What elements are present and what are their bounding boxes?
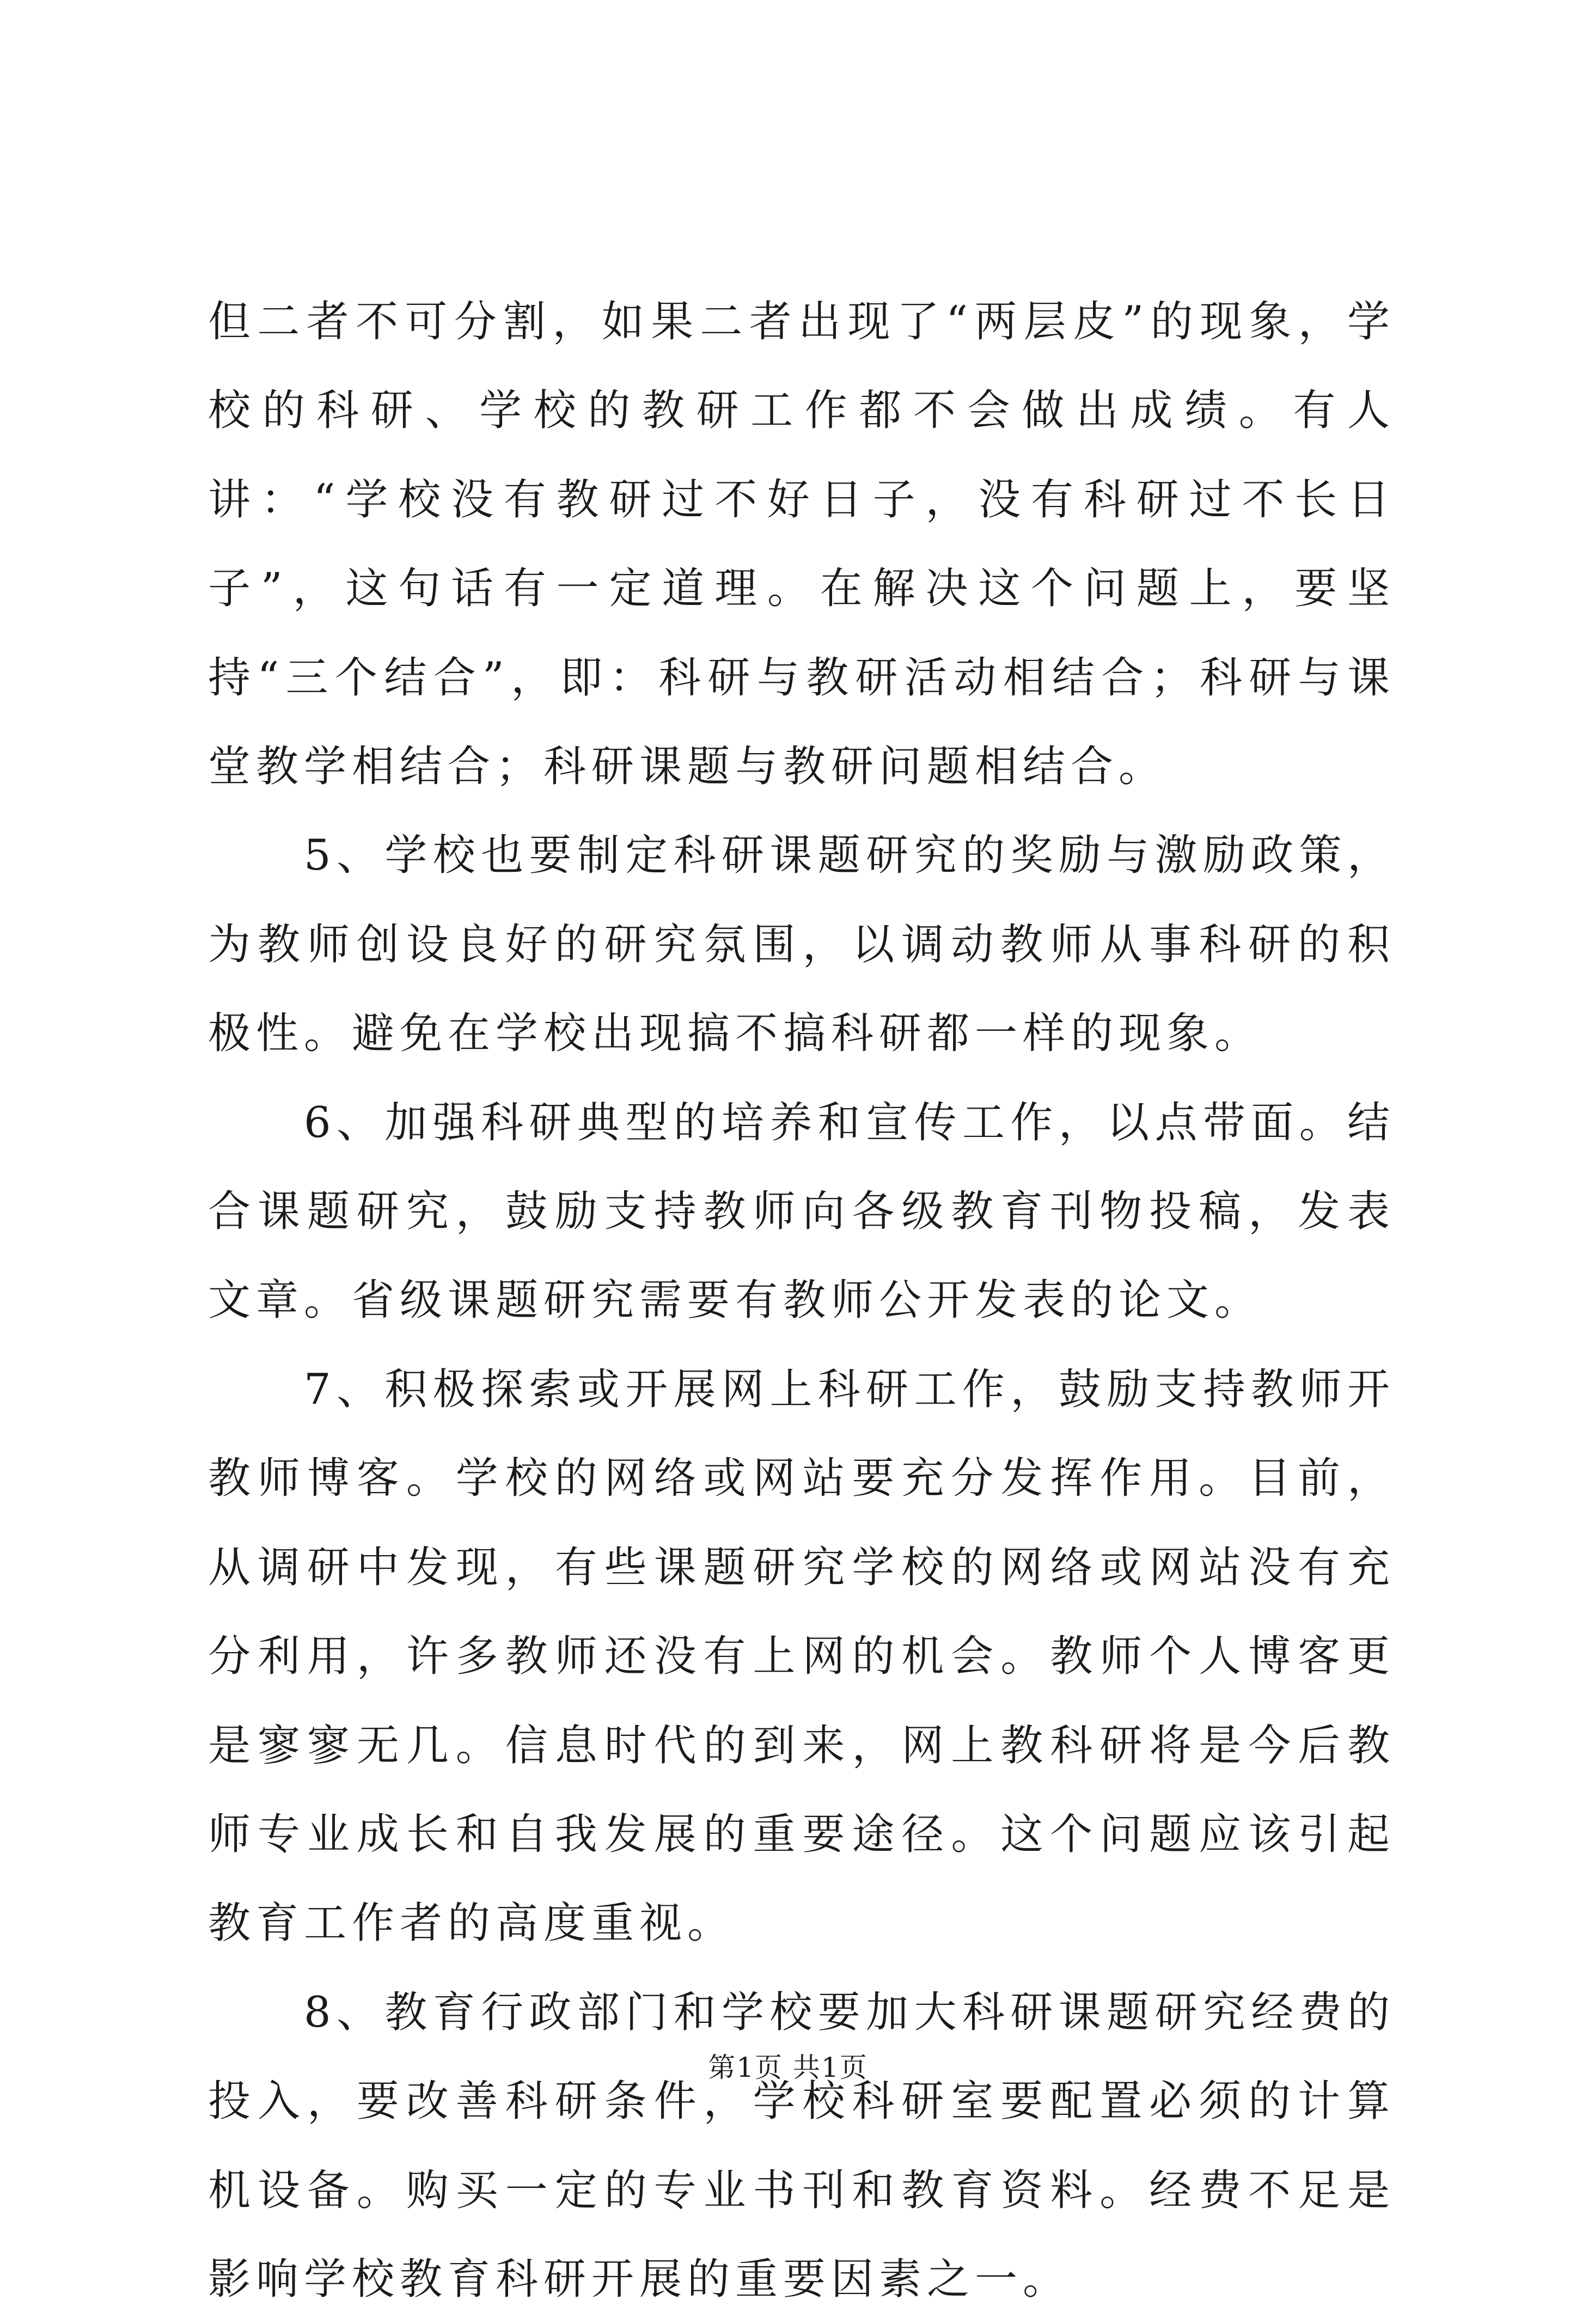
- paragraph-continuation: 但二者不可分割，如果二者出现了“两层皮”的现象，学校的科研、学校的教研工作都不会做出成绩。有人讲：“学校没有教研过不好日子，没有科研过不长日子”，这句话有一定道理。在解决这个问题上，要坚持“三个结合”，即：科研与教研活动相结合；科研与课堂教学相结合；科研课题与教研问题相结合。: [208, 297, 1395, 792]
- paragraph-item-6: 6、加强科研典型的培养和宣传工作，以点带面。结合课题研究，鼓励支持教师向各级教育刊物投稿，发表文章。省级课题研究需要有教师公开发表的论文。: [208, 1098, 1395, 1325]
- paragraph-item-5: 5、学校也要制定科研课题研究的奖励与激励政策，为教师创设良好的研究氛围，以调动教师从事科研的积极性。避免在学校出现搞不搞科研都一样的现象。: [208, 831, 1395, 1059]
- page-footer: 第1页 共1页: [708, 2052, 868, 2083]
- paragraph-item-8: 8、教育行政部门和学校要加大科研课题研究经费的投入，要改善科研条件，学校科研室要配置必须的计算机设备。购买一定的专业书刊和教育资料。经费不足是影响学校教育科研开展的重要因素之一。: [208, 1987, 1395, 2304]
- document-body: [208, 278, 1395, 2324]
- paragraph-item-7: 7、积极探索或开展网上科研工作，鼓励支持教师开教师博客。学校的网络或网站要充分发挥作用。目前，从调研中发现，有些课题研究学校的网络或网站没有充分利用，许多教师还没有上网的机会。教师个人博客更是寥寥无几。信息时代的到来，网上教科研将是今后教师专业成长和自我发展的重要途径。这个问题应该引起教育工作者的高度重视。: [208, 1365, 1395, 1948]
